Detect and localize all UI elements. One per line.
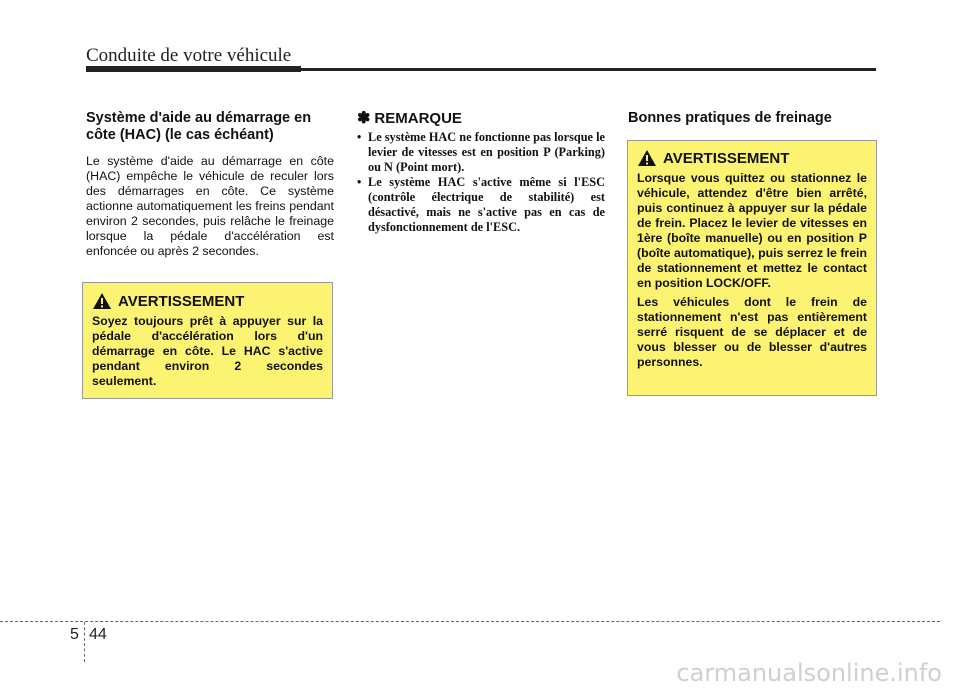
- warning-triangle-icon: [92, 292, 112, 310]
- warning-text: Soyez toujours prêt à appuyer sur la pédale d'accélération lors d'un démarrage en côte. Le HAC s'active pendant environ 2 secondes seulement.: [92, 314, 323, 388]
- note-title: REMARQUE: [374, 110, 462, 127]
- warning-header: [92, 292, 323, 310]
- section-title-braking: Bonnes pratiques de freinage: [628, 110, 832, 126]
- footer-divider: [84, 622, 85, 662]
- note-item: [357, 130, 605, 175]
- watermark: carmanualsonline.info: [676, 659, 942, 687]
- header-rule: [86, 68, 876, 71]
- page-number: 44: [89, 626, 107, 643]
- note-star-icon: ✽: [357, 110, 371, 127]
- note-item-text: Le système HAC ne fonctionne pas lorsque le levier de vitesses est en position P (Parking) ou N (Point mort).: [368, 130, 605, 174]
- footer-rule: [0, 621, 940, 622]
- warning-header: [637, 149, 867, 167]
- bullet: •: [357, 175, 362, 189]
- note-item-text: Le système HAC s'active même si l'ESC (contrôle électrique de stabilité) est désactivé, mais ne s'active pas en cas de dysfonctionnement de l'ESC.: [368, 175, 605, 234]
- warning-title: AVERTISSEMENT: [663, 149, 790, 167]
- column-hac: [86, 110, 334, 259]
- chapter-number: 5: [70, 626, 79, 643]
- page-header-title: Conduite de votre véhicule: [86, 45, 292, 66]
- note-list: [357, 130, 605, 235]
- warning-text: Les véhicules dont le frein de stationnement n'est pas entièrement serré risquent de se déplacer et de vous blesser ou de blesser d'autres personnes.: [637, 295, 867, 369]
- column-note: [357, 110, 605, 235]
- warning-title: AVERTISSEMENT: [118, 292, 245, 310]
- note-item: [357, 175, 605, 235]
- warning-text: Lorsque vous quittez ou stationnez le véhicule, attendez d'être bien arrêté, puis continuez à appuyer sur la pédale de frein. Placez le levier de vitesses en 1ère (boîte manuelle) ou en position P (boîte automatique), puis serrez le frein de stationnement et mettez le contact en position LOCK/OFF.: [637, 171, 867, 290]
- section-title-hac: Système d'aide au démarrage en côte (HAC) (le cas échéant): [86, 110, 312, 143]
- note-heading: [357, 110, 605, 127]
- column-braking: [628, 110, 878, 137]
- warning-box-braking: [627, 140, 877, 396]
- warning-triangle-icon: [637, 149, 657, 167]
- warning-box-hac: [82, 282, 333, 399]
- bullet: •: [357, 130, 362, 144]
- hac-description: Le système d'aide au démarrage en côte (HAC) empêche le véhicule de reculer lors des démarrages en côte. Ce système actionne automatiquement les freins pendant environ 2 secondes, puis relâche le freinage lorsque la pédale d'accélération est enfoncée ou après 2 secondes.: [86, 154, 334, 258]
